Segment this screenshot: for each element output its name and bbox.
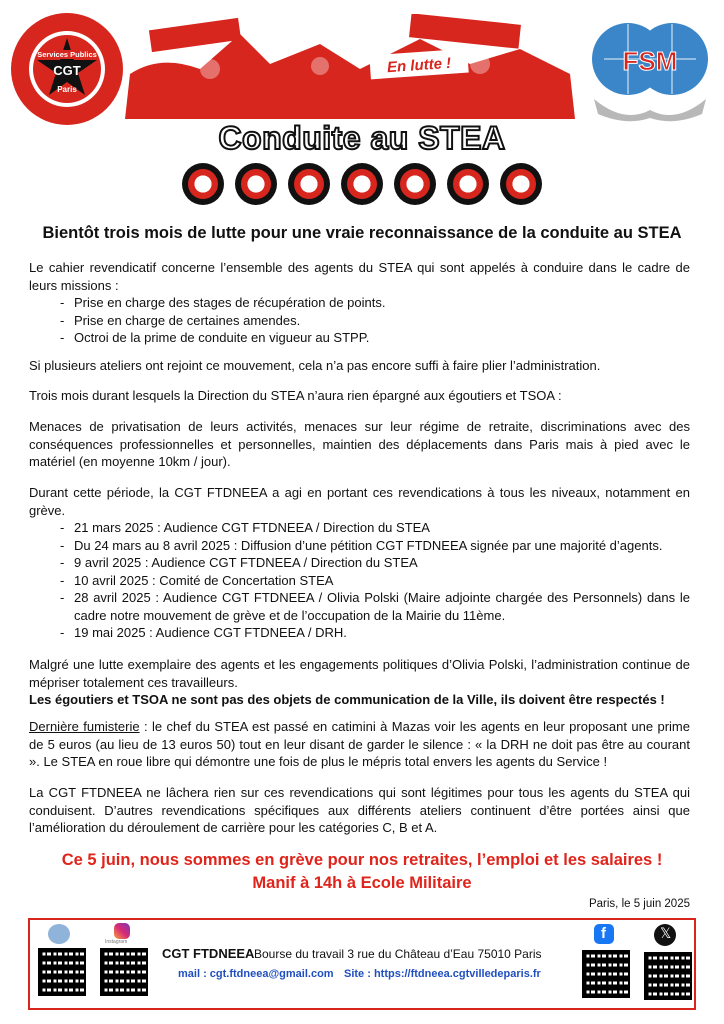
instagram-caption: Instagram: [105, 939, 128, 945]
page-title: Conduite au STEA: [218, 120, 506, 156]
fumisterie-paragraph: [29, 718, 690, 771]
list-item: - 9 avril 2025 : Audience CGT FTDNEEA / Direction du STEA: [29, 554, 690, 572]
section-emblem: [341, 163, 383, 205]
fumisterie-label: Dernière fumisterie: [29, 719, 140, 734]
periode-paragraph: Durant cette période, la CGT FTDNEEA a agi en portant ces revendications à tous les niveaux, notamment en grève.: [29, 485, 690, 518]
logo-mid-text: CGT: [53, 63, 81, 78]
footer-box: [28, 918, 696, 1010]
callout-line-2: Manif à 14h à Ecole Militaire: [252, 874, 472, 892]
footer-org-name: CGT FTDNEEA: [162, 946, 255, 961]
logo-top-text: Services Publics: [37, 50, 97, 59]
footer-address: Bourse du travail 3 rue du Château d’Eau 75010 Paris: [254, 947, 542, 961]
list-item: - 28 avril 2025 : Audience CGT FTDNEEA / Olivia Polski (Maire adjointe chargée des Personnels) dans le cadre notre mouvement de grève et de l’occupation de la Mairie du 11ème.: [29, 589, 690, 624]
qr-code[interactable]: [644, 952, 692, 1000]
strike-banner-illustration: [120, 14, 582, 126]
conclusion-paragraph: La CGT FTDNEEA ne lâchera rien sur ces revendications qui sont légitimes pour tous les agents du STEA qui conduisent. D’autres revendications spécifiques aux différents ateliers continuent d’être portées ainsi que l’amélioration du déroulement de carrière pour les catégories C, B et A.: [29, 785, 690, 835]
union-globe-icon: [48, 924, 70, 944]
missions-list: [29, 294, 690, 347]
qr-code[interactable]: [100, 948, 148, 996]
malgre-text: Malgré une lutte exemplaire des agents et les engagements politiques d’Olivia Polski, l’administration continue de mépriser totalement ces travailleurs.: [29, 657, 690, 690]
intro-paragraph: Le cahier revendicatif concerne l’ensemble des agents du STEA qui sont appelés à conduire dans le cadre de leurs missions :: [29, 260, 690, 293]
facebook-icon[interactable]: f: [594, 924, 614, 944]
callout-line-1: Ce 5 juin, nous sommes en grève pour nos retraites, l’emploi et les salaires !: [61, 851, 663, 869]
instagram-icon[interactable]: [114, 923, 130, 939]
footer-site-link[interactable]: Site : https://ftdneea.cgtvilledeparis.fr: [344, 968, 541, 980]
list-item: - Prise en charge des stages de récupération de points.: [29, 294, 690, 312]
ateliers-paragraph: Si plusieurs ateliers ont rejoint ce mouvement, cela n’a pas encore suffi à faire plier l’administration.: [29, 358, 601, 373]
section-emblem: [235, 163, 277, 205]
fsm-text: FSM: [622, 46, 678, 76]
x-twitter-icon[interactable]: 𝕏: [654, 924, 676, 946]
section-emblem: [394, 163, 436, 205]
section-emblem: [182, 163, 224, 205]
cgt-logo: [10, 12, 124, 126]
footer-email-link[interactable]: mail : cgt.ftdneea@gmail.com: [178, 968, 334, 980]
malgre-bold-text: Les égoutiers et TSOA ne sont pas des objets de communication de la Ville, ils doivent être respectés !: [29, 692, 665, 707]
banner-text: En lutte !: [386, 54, 452, 77]
date-line: Paris, le 5 juin 2025: [588, 898, 690, 910]
section-emblem: [447, 163, 489, 205]
list-item: - Du 24 mars au 8 avril 2025 : Diffusion d’une pétition CGT FTDNEEA signée par une majorité d’agents.: [29, 537, 690, 555]
headline: Bientôt trois mois de lutte pour une vraie reconnaissance de la conduite au STEA: [42, 224, 682, 242]
trois-mois-paragraph: Trois mois durant lesquels la Direction du STEA n’aura rien épargné aux égoutiers et TSOA :: [29, 388, 562, 403]
malgre-paragraph: [29, 656, 690, 709]
timeline-list: [29, 519, 690, 642]
list-item: - Octroi de la prime de conduite en vigueur au STPP.: [29, 329, 690, 347]
fumisterie-text: : le chef du STEA est passé en catimini à Mazas voir les agents en leur proposant une prime de 5 euros (au lieu de 13 euros 50) tout en leur disant de garder le silence : « la DRH ne doit pas être au courant ». Le STEA en roue libre qui démontre une fois de plus le mépris total envers les agents du Service !: [29, 719, 690, 769]
logo-bot-text: Paris: [57, 85, 77, 94]
section-emblem: [288, 163, 330, 205]
qr-code[interactable]: [38, 948, 86, 996]
section-emblem: [500, 163, 542, 205]
list-item: - 19 mai 2025 : Audience CGT FTDNEEA / DRH.: [29, 624, 690, 642]
list-item: - Prise en charge de certaines amendes.: [29, 312, 690, 330]
section-emblems: [182, 163, 542, 207]
menaces-paragraph: Menaces de privatisation de leurs activités, menaces sur leur régime de retraite, discriminations avec des conséquences professionnelles et personnelles, maintien des déplacements dans Paris mais à pied avec le matériel (en moyenne 10km / jour).: [29, 419, 690, 469]
qr-code[interactable]: [582, 950, 630, 998]
fsm-logo: [584, 14, 716, 124]
list-item: - 21 mars 2025 : Audience CGT FTDNEEA / Direction du STEA: [29, 519, 690, 537]
list-item: - 10 avril 2025 : Comité de Concertation STEA: [29, 572, 690, 590]
